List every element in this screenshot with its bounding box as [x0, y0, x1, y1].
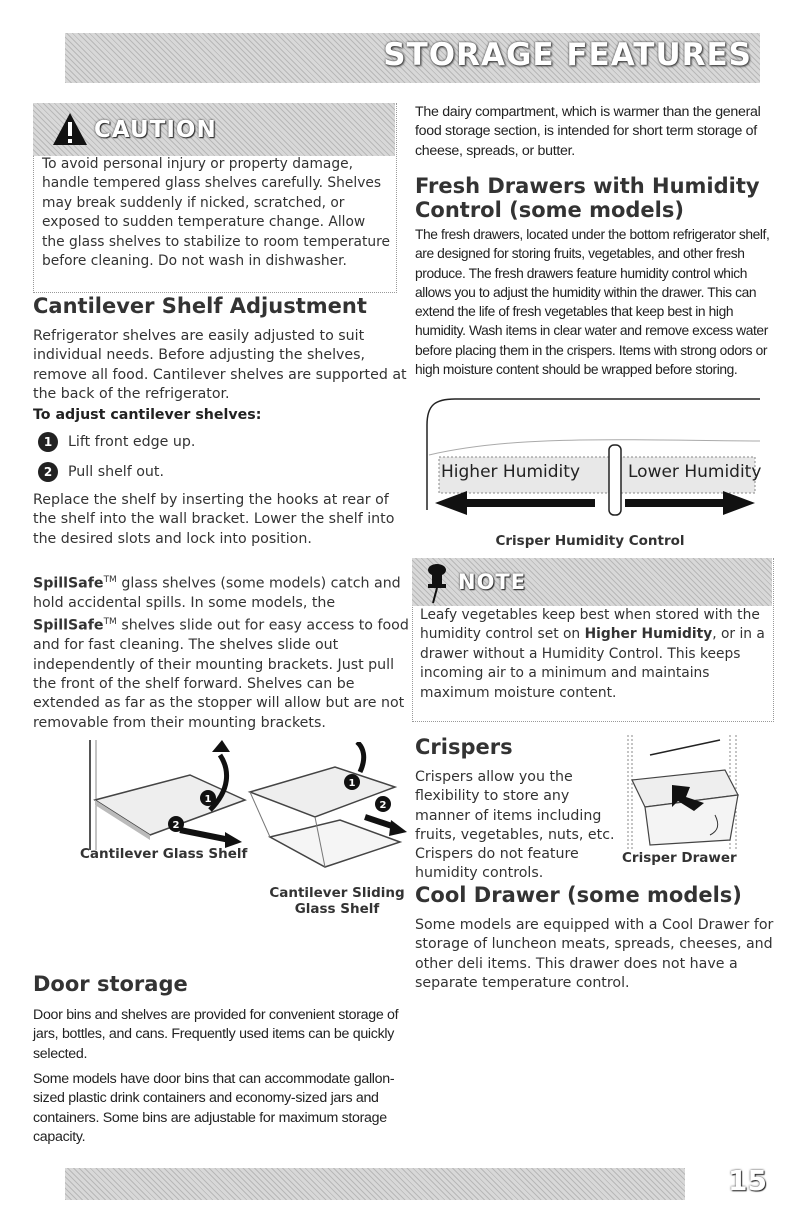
spillsafe-desc-1: glass shelves (some models) catch and hold accidental spills. In some models, the: [33, 575, 401, 612]
fresh-drawers-text: The fresh drawers, located under the bottom refrigerator shelf, are designed for storing fruits, vegetables, and other fresh produce. The fresh drawers feature humidity control which allows you to adjust the humidity within the drawer. This can extend the life of fresh vegetables that keep best in high humidity. Wash items in clear water and remove excess water before placing them in the crispers. Items with strong odors or high moisture content should be wrapped before storing.: [415, 227, 770, 378]
step-2: [38, 462, 164, 482]
heading-line: Control (some models): [415, 198, 684, 222]
cool-drawer-text: Some models are equipped with a Cool Drawer for storage of luncheon meats, spreads, cheeses, and other deli items. This drawer does not have a separate temperature control.: [415, 917, 774, 991]
note-label: NOTE: [458, 570, 527, 594]
cantilever-intro: Refrigerator shelves are easily adjusted to suit individual needs. Before adjusting the shelves, remove all food. Cantilever shelves are supported at the back of the refrigerator.: [33, 328, 407, 402]
note-emphasis: Higher Humidity: [584, 626, 713, 643]
step-1: [38, 432, 195, 452]
page-title: STORAGE FEATURES: [383, 37, 752, 73]
caption-cantilever-sliding-shelf: [262, 885, 412, 917]
image-label: 2: [172, 820, 180, 831]
humidity-control-illustration: [415, 395, 765, 525]
pushpin-icon: [424, 562, 450, 604]
crisper-drawer-illustration: [620, 735, 755, 850]
step-number-badge: 2: [38, 462, 58, 482]
note-text-part: Leafy vegetables keep best when stored with the humidity control set on: [420, 607, 760, 643]
header-bar: [65, 33, 760, 83]
spillsafe-brand: SpillSafe: [33, 618, 104, 635]
caution-text: To avoid personal injury or property damage, handle tempered glass shelves carefully. Shelves may break suddenly if nicked, scratched, or exposed to sudden temperature change. Allow the glass shelves to stabilize to room temperature before cleaning. Do not wash in dishwasher.: [42, 156, 391, 270]
lower-humidity-label: Lower Humidity: [628, 462, 762, 482]
caption-line: Cantilever Sliding: [269, 885, 405, 901]
door-storage-p1: Door bins and shelves are provided for convenient storage of jars, bottles, and cans. Frequently used items can be quickly selected.: [33, 1007, 399, 1062]
steps-heading: To adjust cantilever shelves:: [33, 407, 262, 423]
crispers-heading: Crispers: [415, 735, 513, 759]
spillsafe-desc-2: shelves slide out for easy access to food and for fast cleaning. The shelves slide out independently of their mounting brackets. Just pull the front of the shelf forward. Shelves can be extended as far as the stopper will allow but are not removable from their mounting brackets.: [33, 618, 409, 731]
cantilever-sliding-shelf-illustration: [245, 742, 410, 882]
footer-bar: [65, 1168, 685, 1200]
trademark: TM: [103, 617, 117, 628]
spillsafe-brand: SpillSafe: [33, 575, 104, 592]
image-label: 1: [348, 778, 356, 789]
caution-label: CAUTION: [94, 117, 217, 143]
warning-triangle-icon: [52, 112, 88, 146]
step-number-badge: 1: [38, 432, 58, 452]
door-storage-p2: Some models have door bins that can accommodate gallon-sized plastic drink containers and economy-sized jars and containers. Some bins are adjustable for maximum storage capacity.: [33, 1071, 395, 1145]
spillsafe-text: [33, 571, 413, 733]
cantilever-glass-shelf-illustration: [80, 740, 250, 850]
door-storage-heading: Door storage: [33, 972, 188, 996]
replace-text: Replace the shelf by inserting the hooks at rear of the shelf into the wall bracket. Lower the shelf into the desired slots and lock into position.: [33, 492, 395, 547]
image-label: 2: [379, 800, 387, 811]
page-number: 15: [728, 1164, 767, 1197]
trademark: TM: [103, 575, 117, 585]
caption-cantilever-glass-shelf: Cantilever Glass Shelf: [80, 846, 248, 862]
caption-crisper-humidity-control: Crisper Humidity Control: [495, 533, 685, 549]
cool-drawer-heading: Cool Drawer (some models): [415, 883, 742, 907]
dairy-text: The dairy compartment, which is warmer than the general food storage section, is intended for short term storage of cheese, spreads, or butter.: [415, 104, 761, 159]
caption-crisper-drawer: Crisper Drawer: [622, 850, 737, 866]
crispers-text: Crispers allow you the flexibility to store any manner of items including fruits, vegetables, nuts, etc. Crispers do not feature humidity controls.: [415, 769, 615, 882]
higher-humidity-label: Higher Humidity: [441, 462, 581, 482]
note-text-part: , or in a drawer without a Humidity Control. This keeps incoming air to a minimum and maintains maximum moisture content.: [420, 626, 765, 701]
fresh-drawers-heading: [415, 174, 760, 222]
step-text: Lift front edge up.: [68, 434, 196, 450]
note-text: [420, 606, 770, 703]
cantilever-heading: Cantilever Shelf Adjustment: [33, 294, 367, 318]
step-text: Pull shelf out.: [68, 464, 164, 480]
image-label: 1: [204, 794, 212, 805]
caption-line: Glass Shelf: [294, 901, 380, 917]
heading-line: Fresh Drawers with Humidity: [415, 174, 760, 198]
